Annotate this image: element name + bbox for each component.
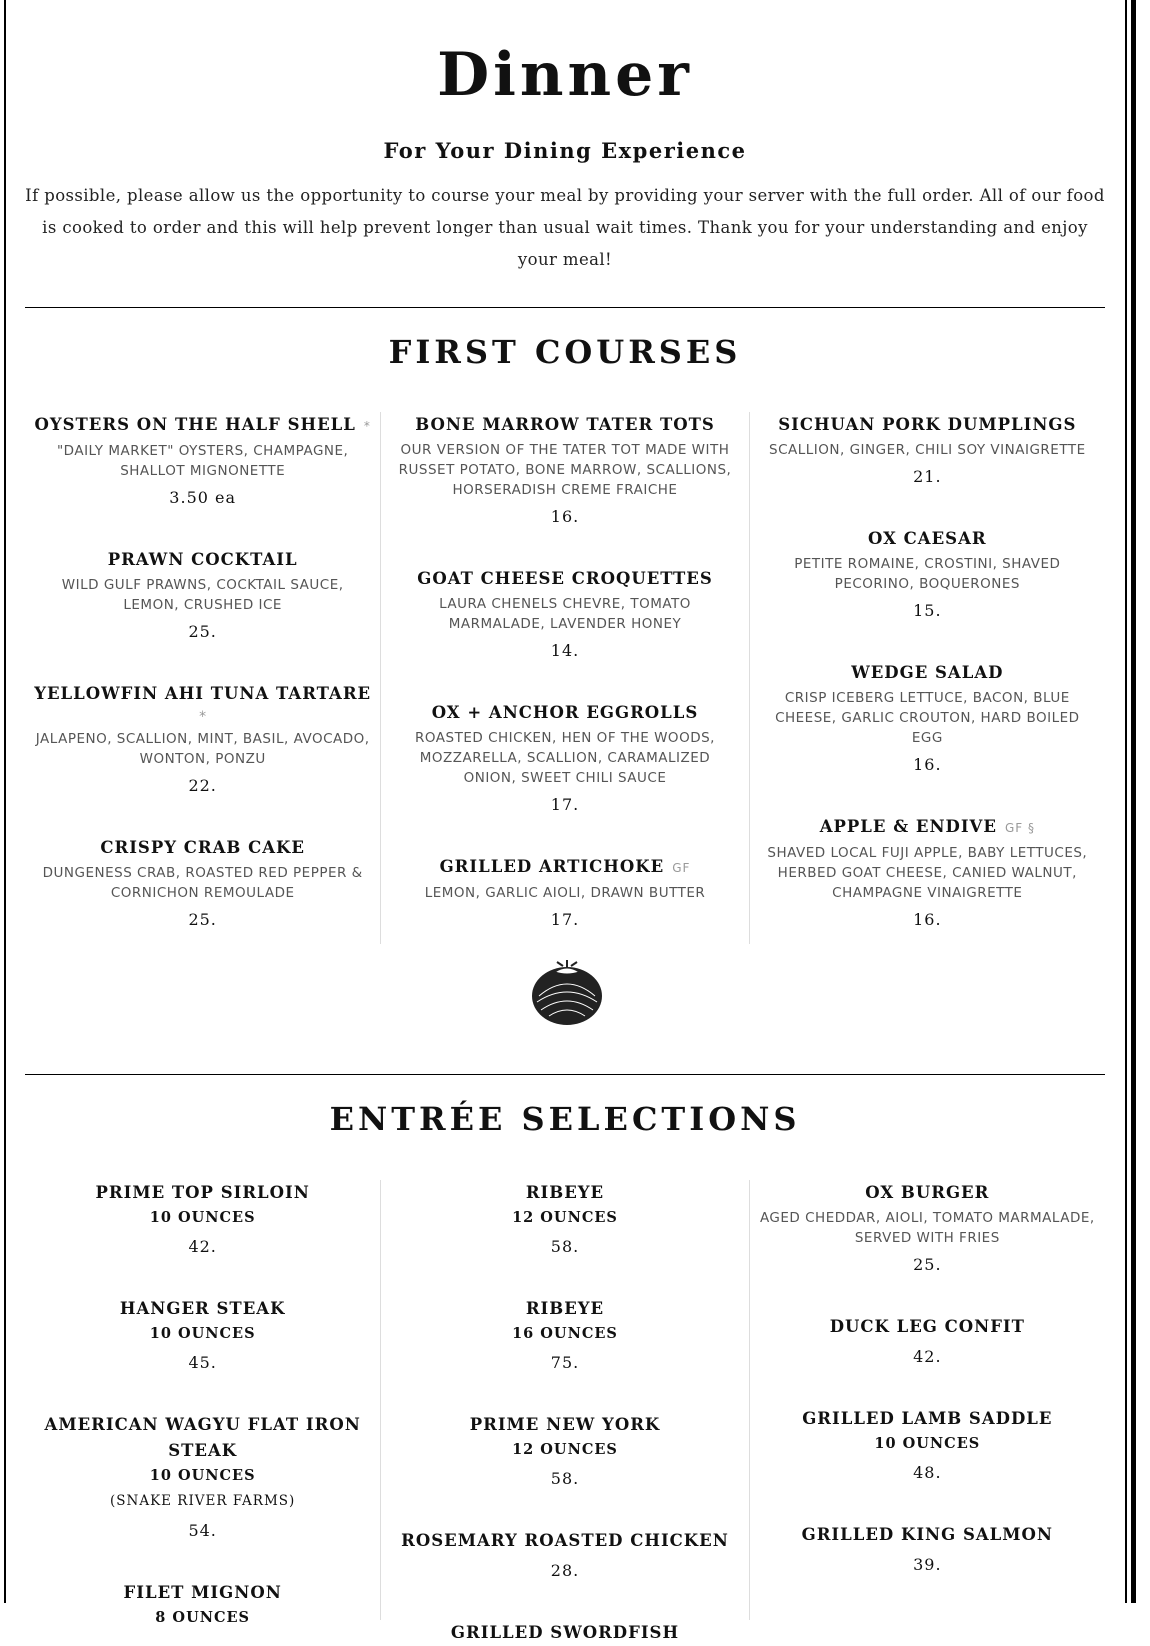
- item-tag: GF §: [1004, 821, 1035, 835]
- entrees-column: [750, 1180, 1105, 1620]
- item-description: JALAPENO, SCALLION, MINT, BASIL, AVOCADO, WONTON, PONZU: [35, 731, 370, 767]
- first-courses-title: FIRST COURSES: [388, 333, 742, 371]
- item-description: SCALLION, GINGER, CHILI SOY VINAIGRETTE: [769, 442, 1086, 458]
- menu-item: [395, 1180, 734, 1258]
- entrees-column: [380, 1180, 749, 1642]
- menu-item: [395, 412, 734, 528]
- item-tag: *: [363, 419, 371, 433]
- menu-item: [33, 1296, 372, 1374]
- item-name: [395, 1620, 734, 1646]
- item-description: ROASTED CHICKEN, HEN OF THE WOODS, MOZZARELLA, SCALLION, CARAMALIZED ONION, SWEET CHILI SAUCE: [415, 730, 715, 786]
- item-name: [33, 681, 372, 707]
- menu-item: [395, 1296, 734, 1374]
- item-name: [758, 814, 1097, 841]
- frame-right-border-inner: [1125, 0, 1127, 1603]
- item-price: 25.: [913, 1255, 942, 1274]
- item-name: [33, 835, 372, 861]
- item-ounces: 10 OUNCES: [149, 1325, 256, 1342]
- menu-item: [758, 526, 1097, 622]
- item-name: [758, 1180, 1097, 1206]
- first-courses-column: [750, 412, 1105, 944]
- item-description: OUR VERSION OF THE TATER TOT MADE WITH RUSSET POTATO, BONE MARROW, SCALLIONS, HORSERADISH CREME FRAICHE: [398, 442, 732, 498]
- item-name-text: HANGER STEAK: [119, 1299, 286, 1318]
- menu-item: [33, 681, 372, 797]
- item-price: 17.: [550, 910, 580, 929]
- menu-item: [33, 835, 372, 931]
- item-ounces: 16 OUNCES: [512, 1325, 618, 1342]
- menu-item: [33, 412, 372, 509]
- item-ounces: 8 OUNCES: [155, 1609, 251, 1626]
- item-name-text: APPLE & ENDIVE: [819, 817, 997, 836]
- item-name-text: GRILLED ARTICHOKE: [439, 857, 665, 876]
- menu-item: [758, 1314, 1097, 1368]
- item-name: [33, 1412, 372, 1464]
- item-name: [395, 1528, 734, 1554]
- item-name-text: GRILLED KING SALMON: [801, 1525, 1053, 1544]
- tomato-icon: [529, 952, 605, 1028]
- item-name: [395, 1180, 734, 1206]
- item-name: [395, 700, 734, 726]
- item-price: 75.: [550, 1353, 580, 1372]
- divider-rule: [25, 1074, 1105, 1075]
- item-price: 14.: [550, 641, 580, 660]
- item-ounces: 10 OUNCES: [149, 1209, 256, 1226]
- item-name-text: ROSEMARY ROASTED CHICKEN: [401, 1531, 729, 1550]
- item-name-text: OX CAESAR: [868, 529, 987, 548]
- item-name: [395, 1412, 734, 1438]
- item-name-text: YELLOWFIN AHI TUNA TARTARE: [34, 684, 372, 703]
- item-price: 16.: [550, 507, 580, 526]
- menu-item: [758, 660, 1097, 776]
- item-name-text: RIBEYE: [525, 1299, 605, 1318]
- item-price: 42.: [913, 1347, 942, 1366]
- item-name-text: GOAT CHEESE CROQUETTES: [417, 569, 713, 588]
- item-price: 39.: [913, 1555, 942, 1574]
- menu-item: [758, 1180, 1097, 1276]
- item-name: [758, 526, 1097, 552]
- item-name: [33, 1580, 372, 1606]
- menu-item: [33, 1180, 372, 1258]
- item-name: [33, 412, 372, 439]
- item-name-text: GRILLED LAMB SADDLE: [802, 1409, 1053, 1428]
- item-price: 17.: [550, 795, 580, 814]
- page-title: Dinner: [437, 40, 693, 110]
- menu-item: [33, 1412, 372, 1542]
- menu-item: [33, 1580, 372, 1630]
- menu-item: [758, 814, 1097, 931]
- menu-item: [395, 700, 734, 816]
- item-name-text: PRIME NEW YORK: [469, 1415, 661, 1434]
- item-name: [758, 1314, 1097, 1340]
- item-price: 21.: [913, 467, 942, 486]
- item-name-text: DUCK LEG CONFIT: [829, 1317, 1025, 1336]
- item-name: [33, 547, 372, 573]
- item-ounces: 10 OUNCES: [874, 1435, 981, 1452]
- menu-item: [758, 412, 1097, 488]
- item-ounces: 12 OUNCES: [512, 1441, 618, 1458]
- item-tag: GF: [672, 861, 691, 875]
- menu-item: [395, 1620, 734, 1646]
- item-price: 3.50 ea: [169, 488, 237, 507]
- item-name: [758, 1406, 1097, 1432]
- item-description: "DAILY MARKET" OYSTERS, CHAMPAGNE, SHALLOT MIGNONETTE: [56, 443, 349, 479]
- item-name-text: PRAWN COCKTAIL: [107, 550, 298, 569]
- item-price: 22.: [188, 776, 217, 795]
- item-price: 16.: [913, 755, 942, 774]
- item-price: 45.: [188, 1353, 217, 1372]
- item-name-text: OX + ANCHOR EGGROLLS: [431, 703, 699, 722]
- item-name-text: PRIME TOP SIRLOIN: [95, 1183, 310, 1202]
- item-name: [395, 566, 734, 592]
- first-courses-grid: [25, 412, 1105, 944]
- item-name: [395, 854, 734, 881]
- item-description: LEMON, GARLIC AIOLI, DRAWN BUTTER: [424, 885, 706, 901]
- item-name-text: OYSTERS ON THE HALF SHELL: [34, 415, 356, 434]
- item-name-text: RIBEYE: [525, 1183, 605, 1202]
- item-name-text: OX BURGER: [865, 1183, 990, 1202]
- entrees-grid: [25, 1180, 1105, 1642]
- item-description: CRISP ICEBERG LETTUCE, BACON, BLUE CHEESE, GARLIC CROUTON, HARD BOILED EGG: [775, 690, 1080, 746]
- menu-item: [33, 547, 372, 643]
- menu-item: [395, 1528, 734, 1582]
- item-price: 54.: [188, 1521, 217, 1540]
- item-price: 16.: [913, 910, 942, 929]
- item-name: [33, 1296, 372, 1322]
- item-price: 25.: [188, 622, 217, 641]
- item-description: PETITE ROMAINE, CROSTINI, SHAVED PECORINO, BOQUERONES: [794, 556, 1061, 592]
- item-price: 25.: [188, 910, 217, 929]
- item-name-text: AMERICAN WAGYU FLAT IRON STEAK: [44, 1415, 361, 1460]
- item-price: 48.: [913, 1463, 942, 1482]
- item-price: 58.: [550, 1469, 580, 1488]
- frame-right-border-outer: [1131, 0, 1136, 1603]
- item-name: [758, 412, 1097, 438]
- item-description: LAURA CHENELS CHEVRE, TOMATO MARMALADE, LAVENDER HONEY: [439, 596, 691, 632]
- item-price: 15.: [913, 601, 942, 620]
- item-price: 58.: [550, 1237, 580, 1256]
- item-name: [395, 1296, 734, 1322]
- item-note: (SNAKE RIVER FARMS): [110, 1493, 296, 1509]
- page-subtitle: For Your Dining Experience: [383, 138, 747, 163]
- first-courses-column: [25, 412, 380, 944]
- item-price: 28.: [550, 1561, 580, 1580]
- menu-item: [395, 854, 734, 931]
- menu-item: [758, 1522, 1097, 1576]
- divider-rule: [25, 307, 1105, 308]
- item-ounces: 10 OUNCES: [149, 1467, 256, 1484]
- entrees-title: ENTRÉE SELECTIONS: [329, 1100, 801, 1138]
- first-courses-column: [380, 412, 749, 944]
- item-name: [758, 660, 1097, 686]
- item-name-text: GRILLED SWORDFISH: [450, 1623, 680, 1642]
- item-name-text: WEDGE SALAD: [851, 663, 1004, 682]
- item-name-text: CRISPY CRAB CAKE: [100, 838, 305, 857]
- item-description: WILD GULF PRAWNS, COCKTAIL SAUCE, LEMON, CRUSHED ICE: [61, 577, 344, 613]
- item-description: SHAVED LOCAL FUJI APPLE, BABY LETTUCES, HERBED GOAT CHEESE, CANIED WALNUT, CHAMPAGNE VINAIGRETTE: [767, 845, 1088, 901]
- item-name-text: BONE MARROW TATER TOTS: [415, 415, 715, 434]
- item-description: AGED CHEDDAR, AIOLI, TOMATO MARMALADE, SERVED WITH FRIES: [759, 1210, 1095, 1246]
- item-name: [758, 1522, 1097, 1548]
- entrees-column: [25, 1180, 380, 1626]
- menu-item: [758, 1406, 1097, 1484]
- item-tag: *: [199, 709, 207, 725]
- item-description: DUNGENESS CRAB, ROASTED RED PEPPER & CORNICHON REMOULADE: [42, 865, 363, 901]
- item-ounces: 12 OUNCES: [512, 1209, 618, 1226]
- menu-item: [395, 1412, 734, 1490]
- menu-item: [395, 566, 734, 662]
- item-name-text: SICHUAN PORK DUMPLINGS: [778, 415, 1077, 434]
- frame-left-border: [4, 0, 6, 1603]
- intro-text: If possible, please allow us the opportunity to course your meal by providing your server with the full order. All of our food is cooked to order and this will help prevent longer than usual wait times. Thank you for your understanding and enjoy your meal!: [25, 186, 1105, 269]
- item-name: [33, 1180, 372, 1206]
- item-name: [395, 412, 734, 438]
- item-name-text: FILET MIGNON: [123, 1583, 282, 1602]
- item-price: 42.: [188, 1237, 217, 1256]
